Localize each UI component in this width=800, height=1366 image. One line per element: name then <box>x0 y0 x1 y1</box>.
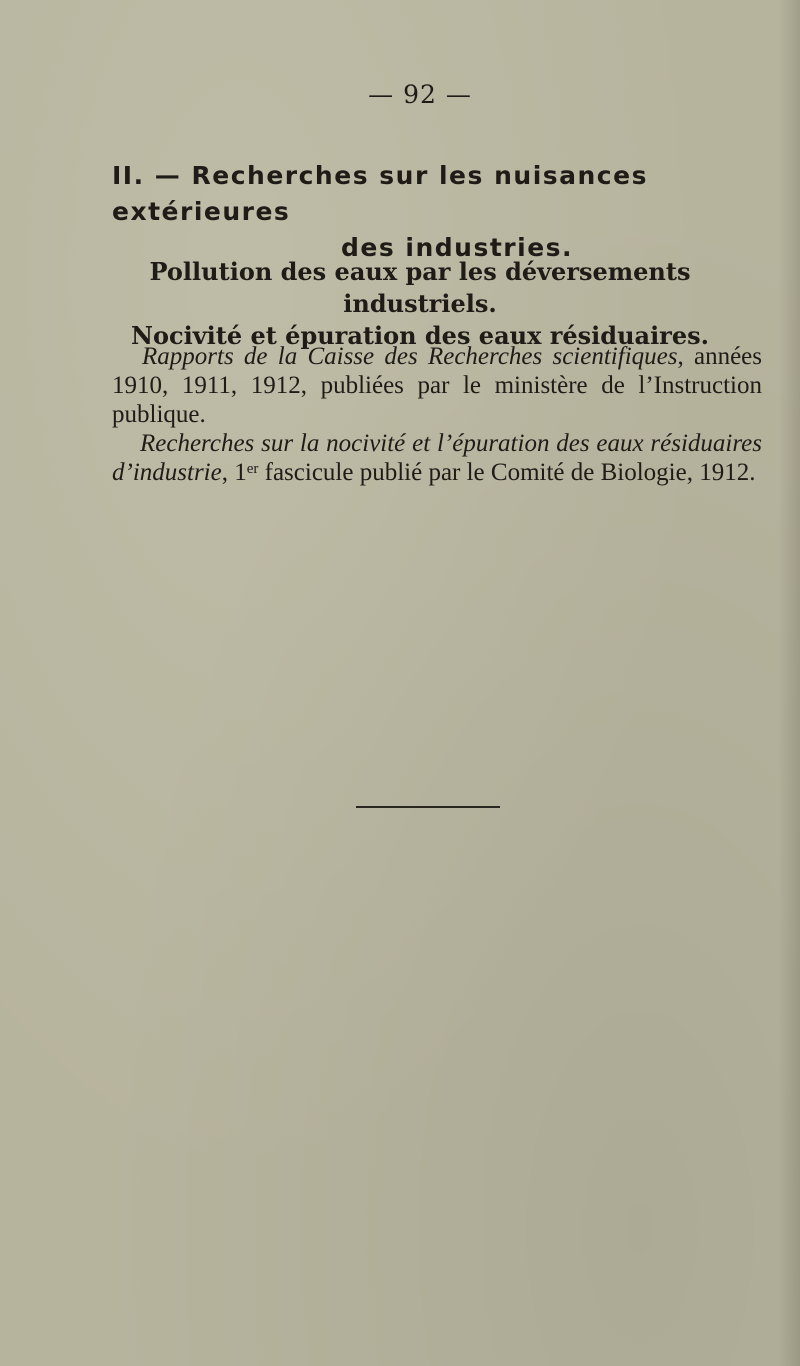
entry-title: Recherches sur la nocivité et l’épuration des eaux résiduaires d’industrie <box>112 430 762 486</box>
page-edge-shadow <box>778 0 800 1366</box>
entry-details-end: fascicule publié par le Comité de Biologie, 1912. <box>258 459 756 486</box>
subsection-heading-line-1: Pollution des eaux par les déversements industriels. <box>149 257 691 318</box>
entry-title: Rapports de la Caisse des Recherches scientifiques <box>142 343 678 370</box>
page-number: — 92 — <box>368 80 472 109</box>
closing-rule <box>356 806 500 808</box>
subsection-heading-line-2: Nocivité et épuration des eaux résiduaires. <box>131 321 709 350</box>
section-heading <box>112 158 762 266</box>
bibliography-entry <box>112 429 762 487</box>
bibliography-entry <box>112 342 762 429</box>
ordinal-superscript: er <box>246 461 259 477</box>
section-heading-line-2: des industries. <box>340 233 574 262</box>
entry-details: , années 1910, 1911, 1912, publiées par le ministère de l’Instruction publique. <box>112 343 762 428</box>
subsection-heading <box>80 256 760 352</box>
section-heading-line-1: II. — Recherches sur les nuisances extérieures <box>112 161 648 226</box>
bibliography-list <box>112 342 762 487</box>
entry-details: , 1 <box>221 459 247 486</box>
